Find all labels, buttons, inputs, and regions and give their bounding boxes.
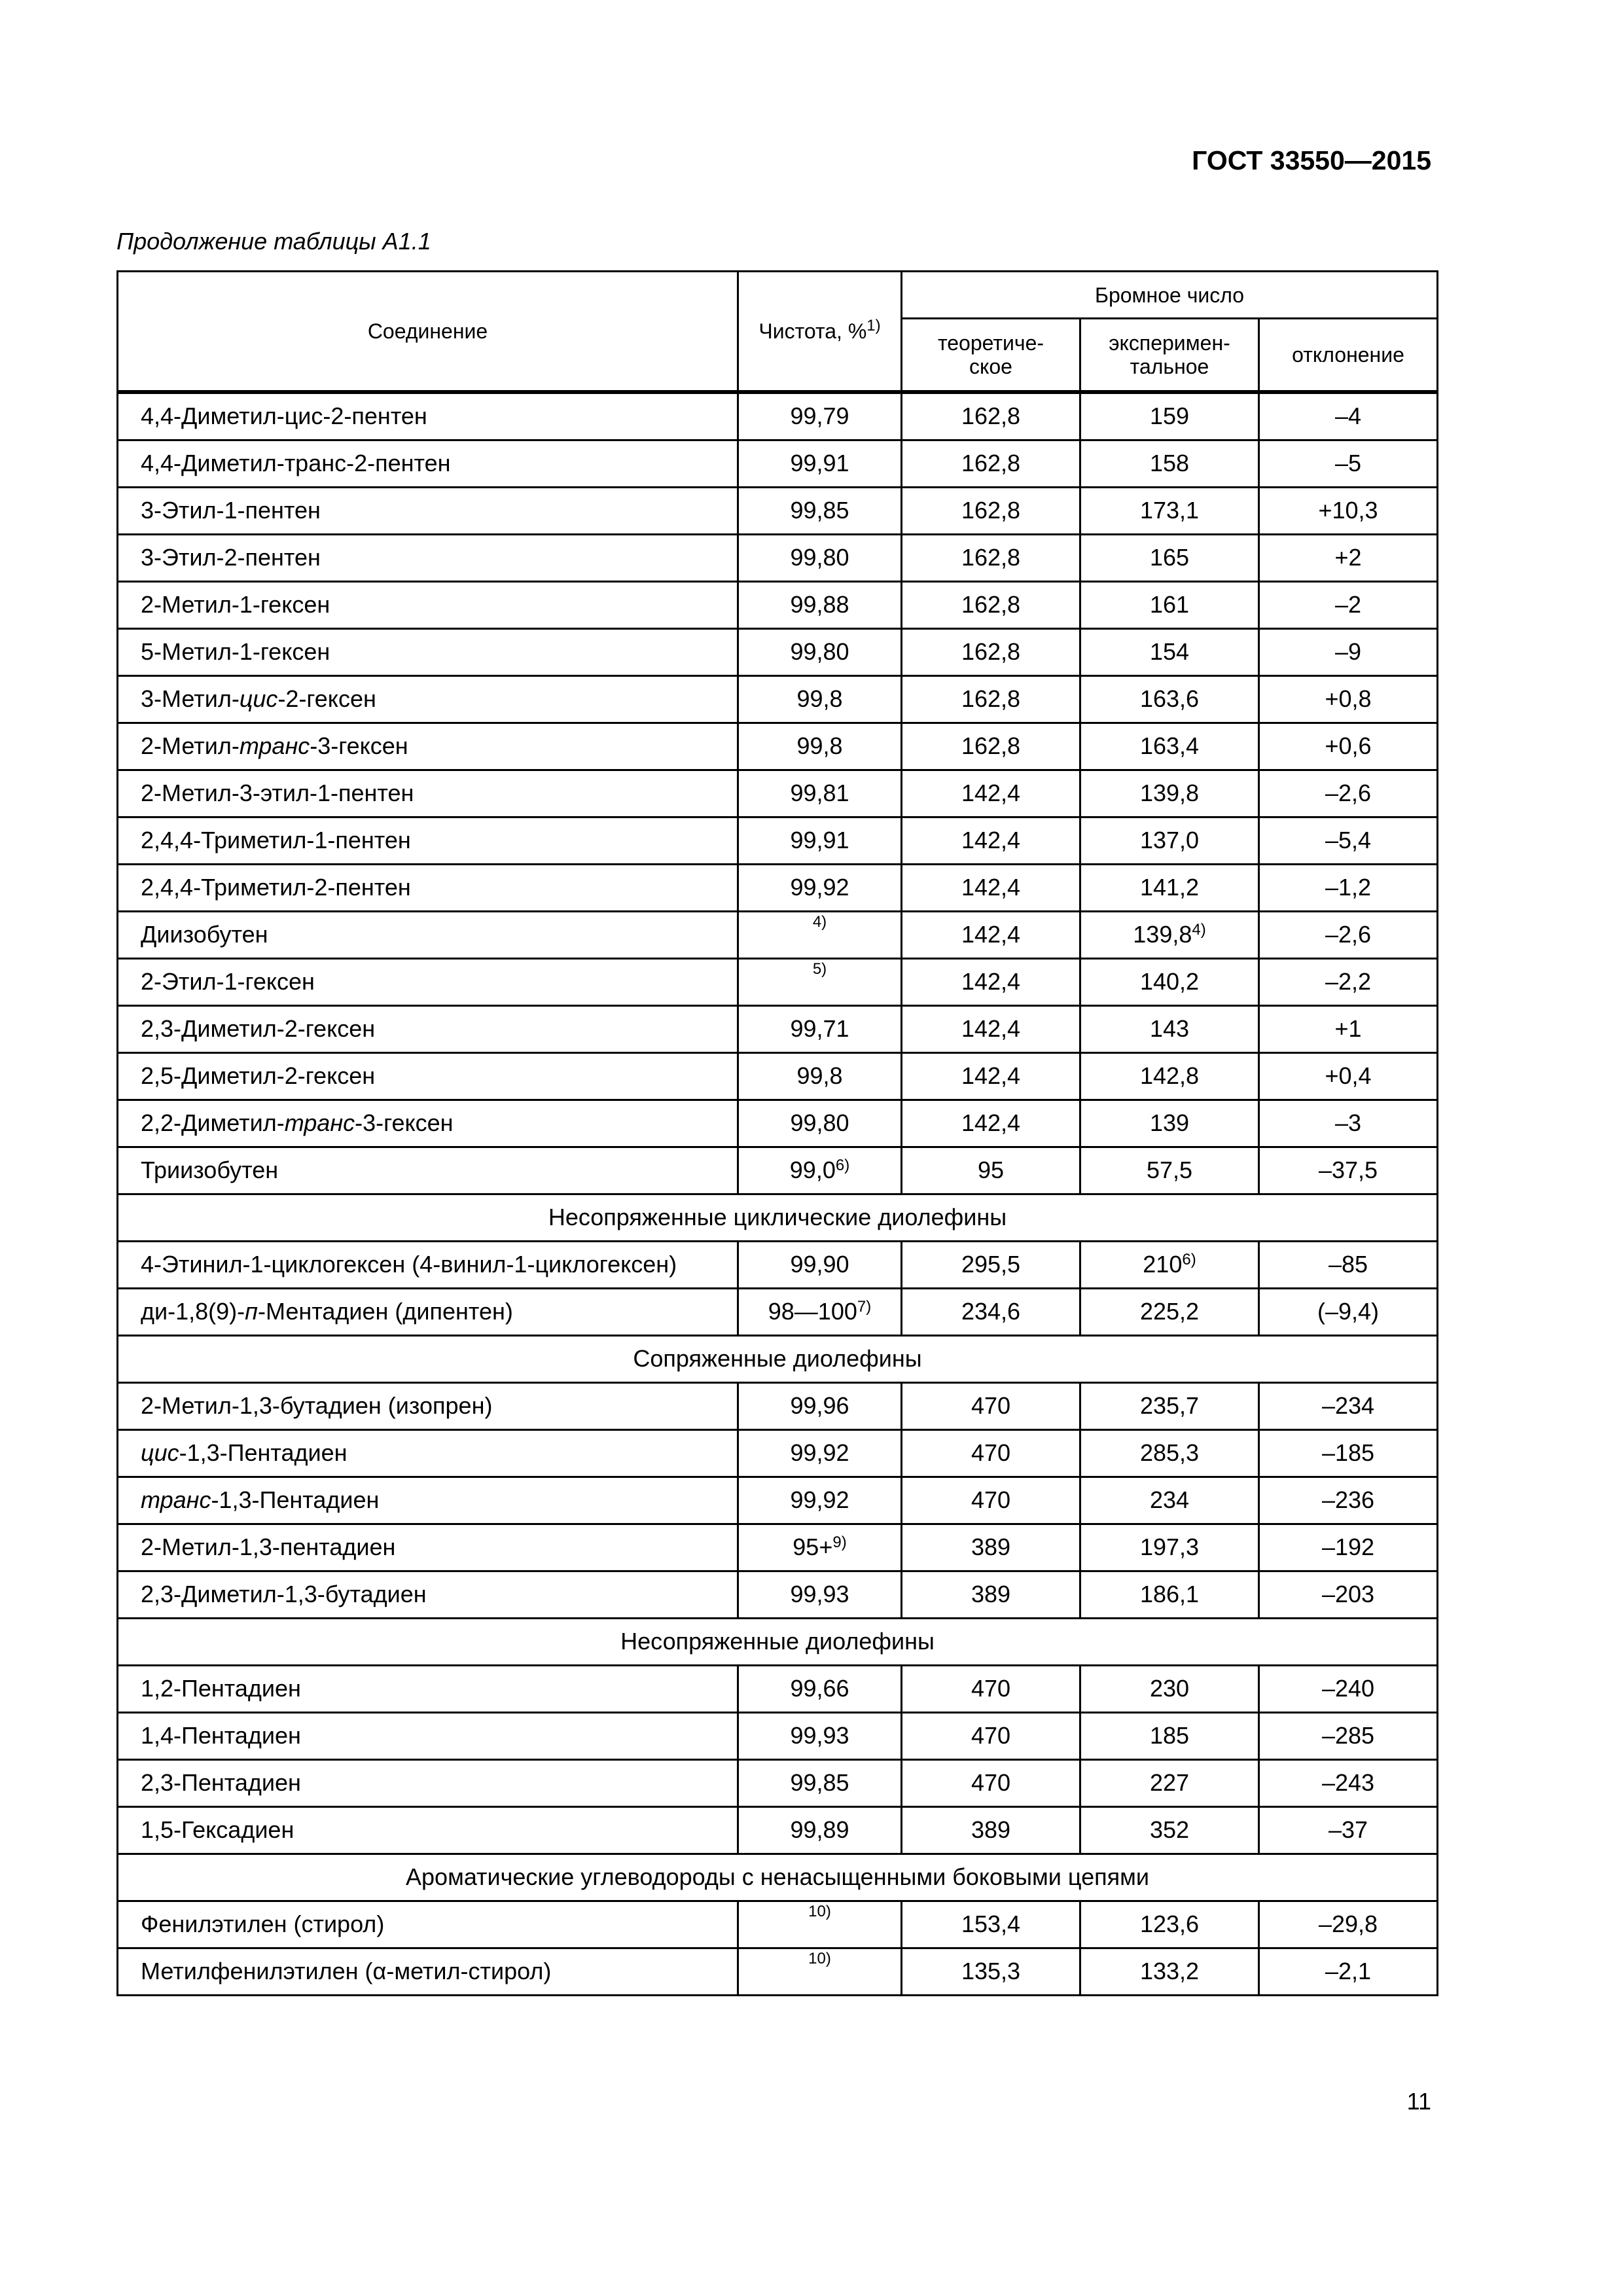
compound-name: 2,5-Диметил-2-гексен — [118, 1052, 738, 1100]
name-part: 2,2-Диметил- — [141, 1109, 285, 1136]
compound-name: 3-Этил-2-пентен — [118, 534, 738, 581]
theoretical-value: 162,8 — [902, 675, 1080, 723]
table-row — [118, 1712, 1438, 1759]
footnote-mark: 10) — [808, 1950, 831, 1967]
theoretical-value: 470 — [902, 1759, 1080, 1806]
compound-name: Фенилэтилен (стирол) — [118, 1901, 738, 1948]
purity-value: 99,8 — [738, 1052, 902, 1100]
purity-value: 99,71 — [738, 1005, 902, 1052]
experimental-value: 158 — [1080, 440, 1259, 487]
compound-name: 1,5-Гексадиен — [118, 1806, 738, 1854]
experimental-value: 154 — [1080, 628, 1259, 675]
theoretical-value: 142,4 — [902, 958, 1080, 1005]
deviation-value: –240 — [1259, 1665, 1438, 1712]
table-row — [118, 1429, 1438, 1477]
purity-value: 99,81 — [738, 770, 902, 817]
compound-name: 2,3-Диметил-1,3-бутадиен — [118, 1571, 738, 1618]
experimental-value: 139,8 — [1080, 770, 1259, 817]
footnote-mark: 10) — [808, 1903, 831, 1920]
purity-value: 99,92 — [738, 1429, 902, 1477]
isomer-prefix: транс — [141, 1486, 211, 1513]
compound-name: Диизобутен — [118, 911, 738, 958]
deviation-value: –37 — [1259, 1806, 1438, 1854]
purity-value: 99,80 — [738, 628, 902, 675]
theoretical-value: 234,6 — [902, 1288, 1080, 1335]
theoretical-value: 153,4 — [902, 1901, 1080, 1948]
compound-name — [118, 1288, 738, 1335]
experimental-value: 210$^{6)}$ — [1080, 1241, 1259, 1288]
header-experimental: эксперимен- тальное — [1080, 319, 1259, 392]
group-header-row — [118, 1335, 1438, 1382]
table-row — [118, 1759, 1438, 1806]
table-body — [118, 392, 1438, 1996]
experimental-value: 285,3 — [1080, 1429, 1259, 1477]
theoretical-value: 470 — [902, 1382, 1080, 1429]
experimental-value: 161 — [1080, 581, 1259, 628]
theoretical-value: 162,8 — [902, 534, 1080, 581]
experimental-value: 163,6 — [1080, 675, 1259, 723]
group-label: Несопряженные диолефины — [118, 1618, 1438, 1665]
theoretical-value: 389 — [902, 1571, 1080, 1618]
experimental-value: 57,5 — [1080, 1147, 1259, 1194]
purity-value: 99,8 — [738, 723, 902, 770]
compound-name: 2-Метил-1-гексен — [118, 581, 738, 628]
group-header-row — [118, 1618, 1438, 1665]
isomer-prefix: цис — [239, 685, 278, 712]
header-compound: Соединение — [118, 272, 738, 392]
compound-name — [118, 1429, 738, 1477]
theoretical-value: 142,4 — [902, 770, 1080, 817]
deviation-value: –234 — [1259, 1382, 1438, 1429]
purity-value: 99,92 — [738, 864, 902, 911]
deviation-value: –236 — [1259, 1477, 1438, 1524]
theoretical-value: 142,4 — [902, 1100, 1080, 1147]
document-code: ГОСТ 33550—2015 — [1192, 145, 1431, 175]
deviation-value: –243 — [1259, 1759, 1438, 1806]
purity-value: 99,80 — [738, 534, 902, 581]
experimental-value: 159 — [1080, 392, 1259, 440]
table-row — [118, 581, 1438, 628]
experimental-value: 173,1 — [1080, 487, 1259, 534]
purity-value: 99,92 — [738, 1477, 902, 1524]
theoretical-value: 162,8 — [902, 440, 1080, 487]
purity-value: 99,79 — [738, 392, 902, 440]
table-row — [118, 1524, 1438, 1571]
purity-value: 99,80 — [738, 1100, 902, 1147]
compound-name: 1,2-Пентадиен — [118, 1665, 738, 1712]
name-part: ди-1,8(9)- — [141, 1298, 245, 1325]
table-row — [118, 1901, 1438, 1948]
table-row — [118, 392, 1438, 440]
purity-value: 99,66 — [738, 1665, 902, 1712]
theoretical-value: 162,8 — [902, 392, 1080, 440]
compound-name: 2,3-Пентадиен — [118, 1759, 738, 1806]
theoretical-value: 470 — [902, 1712, 1080, 1759]
theoretical-value: 295,5 — [902, 1241, 1080, 1288]
theoretical-value: 142,4 — [902, 1005, 1080, 1052]
experimental-value: 197,3 — [1080, 1524, 1259, 1571]
deviation-value: –192 — [1259, 1524, 1438, 1571]
theoretical-value: 162,8 — [902, 723, 1080, 770]
isomer-prefix: п — [245, 1298, 258, 1325]
footnote-mark: 6) — [1182, 1251, 1196, 1268]
name-part: -Ментадиен (дипентен) — [257, 1298, 513, 1325]
table-row — [118, 1665, 1438, 1712]
theoretical-value: 142,4 — [902, 864, 1080, 911]
table-row — [118, 817, 1438, 864]
experimental-value: 163,4 — [1080, 723, 1259, 770]
group-label: Несопряженные циклические диолефины — [118, 1194, 1438, 1241]
compound-name: 2,4,4-Триметил-2-пентен — [118, 864, 738, 911]
deviation-value: –2,6 — [1259, 911, 1438, 958]
compound-name — [118, 675, 738, 723]
compound-name: 5-Метил-1-гексен — [118, 628, 738, 675]
header-purity: Чистота, %$^{1)}$ — [738, 272, 902, 392]
deviation-value: –2,2 — [1259, 958, 1438, 1005]
deviation-value: –5,4 — [1259, 817, 1438, 864]
theoretical-value: 142,4 — [902, 1052, 1080, 1100]
table-row — [118, 1948, 1438, 1995]
compound-name: 4,4-Диметил-цис-2-пентен — [118, 392, 738, 440]
deviation-value: –9 — [1259, 628, 1438, 675]
table-row — [118, 628, 1438, 675]
purity-value — [738, 958, 902, 1005]
group-header-row — [118, 1854, 1438, 1901]
compound-name — [118, 1100, 738, 1147]
table-row — [118, 770, 1438, 817]
deviation-value: –2,1 — [1259, 1948, 1438, 1995]
experimental-value: 139 — [1080, 1100, 1259, 1147]
name-part: -3-гексен — [310, 732, 408, 759]
table-row — [118, 534, 1438, 581]
header-bromine-number: Бромное число — [902, 272, 1438, 319]
deviation-value: –37,5 — [1259, 1147, 1438, 1194]
purity-value: 99,96 — [738, 1382, 902, 1429]
experimental-value: 230 — [1080, 1665, 1259, 1712]
purity-value: 99,0$^{6)}$ — [738, 1147, 902, 1194]
table-row — [118, 1241, 1438, 1288]
purity-value: 99,85 — [738, 487, 902, 534]
experimental-value: 186,1 — [1080, 1571, 1259, 1618]
purity-value: 98—100$^{7)}$ — [738, 1288, 902, 1335]
theoretical-value: 389 — [902, 1806, 1080, 1854]
name-part: 3-Метил- — [141, 685, 240, 712]
theoretical-value: 389 — [902, 1524, 1080, 1571]
name-part: -1,3-Пентадиен — [211, 1486, 380, 1513]
deviation-value: +0,8 — [1259, 675, 1438, 723]
table-row — [118, 958, 1438, 1005]
table-row — [118, 440, 1438, 487]
purity-value: 99,93 — [738, 1712, 902, 1759]
experimental-value: 133,2 — [1080, 1948, 1259, 1995]
deviation-value: –203 — [1259, 1571, 1438, 1618]
footnote-mark: 6) — [835, 1157, 850, 1174]
deviation-value: –5 — [1259, 440, 1438, 487]
deviation-value: –285 — [1259, 1712, 1438, 1759]
purity-value: 95+$^{9)}$ — [738, 1524, 902, 1571]
name-part: -2-гексен — [277, 685, 376, 712]
deviation-value: –1,2 — [1259, 864, 1438, 911]
footnote-mark: 5) — [812, 960, 827, 978]
group-label: Сопряженные диолефины — [118, 1335, 1438, 1382]
deviation-value: –185 — [1259, 1429, 1438, 1477]
theoretical-value: 470 — [902, 1429, 1080, 1477]
header-deviation: отклонение — [1259, 319, 1438, 392]
group-label: Ароматические углеводороды с ненасыщенными боковыми цепями — [118, 1854, 1438, 1901]
theoretical-value: 470 — [902, 1665, 1080, 1712]
compound-name — [118, 1477, 738, 1524]
footnote-mark: 1) — [866, 316, 881, 334]
purity-value: 99,8 — [738, 675, 902, 723]
group-header-row — [118, 1194, 1438, 1241]
experimental-value: 234 — [1080, 1477, 1259, 1524]
header-theoretical: теоретиче- ское — [902, 319, 1080, 392]
compound-name: 3-Этил-1-пентен — [118, 487, 738, 534]
compound-name: Триизобутен — [118, 1147, 738, 1194]
table-row — [118, 1288, 1438, 1335]
table-row — [118, 1005, 1438, 1052]
footnote-mark: 9) — [832, 1534, 847, 1551]
compound-name: 4-Этинил-1-циклогексен (4-винил-1-циклогексен) — [118, 1241, 738, 1288]
deviation-value: –4 — [1259, 392, 1438, 440]
compound-name: 2-Этил-1-гексен — [118, 958, 738, 1005]
name-part: 2-Метил- — [141, 732, 240, 759]
table-row — [118, 723, 1438, 770]
experimental-value: 225,2 — [1080, 1288, 1259, 1335]
theoretical-value: 95 — [902, 1147, 1080, 1194]
isomer-prefix: цис — [141, 1439, 179, 1466]
experimental-value: 142,8 — [1080, 1052, 1259, 1100]
deviation-value: –2 — [1259, 581, 1438, 628]
experimental-value: 139,8$^{4)}$ — [1080, 911, 1259, 958]
purity-value: 99,88 — [738, 581, 902, 628]
table-row — [118, 1147, 1438, 1194]
footnote-mark: 4) — [812, 913, 827, 931]
table-row — [118, 1100, 1438, 1147]
compound-name: 4,4-Диметил-транс-2-пентен — [118, 440, 738, 487]
theoretical-value: 162,8 — [902, 628, 1080, 675]
experimental-value: 143 — [1080, 1005, 1259, 1052]
purity-value — [738, 1948, 902, 1995]
table-row — [118, 1052, 1438, 1100]
footnote-mark: 7) — [857, 1298, 872, 1316]
table-row — [118, 1477, 1438, 1524]
experimental-value: 137,0 — [1080, 817, 1259, 864]
deviation-value: +0,6 — [1259, 723, 1438, 770]
purity-value: 99,90 — [738, 1241, 902, 1288]
deviation-value: +0,4 — [1259, 1052, 1438, 1100]
experimental-value: 165 — [1080, 534, 1259, 581]
footnote-mark: 4) — [1192, 921, 1206, 939]
purity-value: 99,85 — [738, 1759, 902, 1806]
compound-name: 1,4-Пентадиен — [118, 1712, 738, 1759]
deviation-value: +1 — [1259, 1005, 1438, 1052]
experimental-value: 123,6 — [1080, 1901, 1259, 1948]
name-part: -1,3-Пентадиен — [179, 1439, 348, 1466]
isomer-prefix: транс — [239, 732, 310, 759]
page-number: 11 — [1406, 2088, 1431, 2115]
deviation-value: –2,6 — [1259, 770, 1438, 817]
experimental-value: 227 — [1080, 1759, 1259, 1806]
purity-value: 99,89 — [738, 1806, 902, 1854]
theoretical-value: 162,8 — [902, 487, 1080, 534]
name-part: -3-гексен — [355, 1109, 454, 1136]
table-row — [118, 1382, 1438, 1429]
compound-name — [118, 723, 738, 770]
experimental-value: 352 — [1080, 1806, 1259, 1854]
theoretical-value: 470 — [902, 1477, 1080, 1524]
experimental-value: 141,2 — [1080, 864, 1259, 911]
theoretical-value: 142,4 — [902, 817, 1080, 864]
experimental-value: 140,2 — [1080, 958, 1259, 1005]
compound-name: 2,3-Диметил-2-гексен — [118, 1005, 738, 1052]
purity-value — [738, 1901, 902, 1948]
theoretical-value: 162,8 — [902, 581, 1080, 628]
table-row — [118, 864, 1438, 911]
compound-name: Метилфенилэтилен (α-метил-стирол) — [118, 1948, 738, 1995]
bromine-number-table — [116, 270, 1438, 1996]
deviation-value: –85 — [1259, 1241, 1438, 1288]
table-row — [118, 911, 1438, 958]
theoretical-value: 135,3 — [902, 1948, 1080, 1995]
table-row — [118, 675, 1438, 723]
experimental-value: 185 — [1080, 1712, 1259, 1759]
compound-name: 2-Метил-3-этил-1-пентен — [118, 770, 738, 817]
isomer-prefix: транс — [284, 1109, 355, 1136]
theoretical-value: 142,4 — [902, 911, 1080, 958]
deviation-value: +2 — [1259, 534, 1438, 581]
table-row — [118, 1806, 1438, 1854]
table-caption: Продолжение таблицы А1.1 — [116, 228, 431, 255]
table-row — [118, 1571, 1438, 1618]
compound-name: 2,4,4-Триметил-1-пентен — [118, 817, 738, 864]
table-row — [118, 487, 1438, 534]
purity-value — [738, 911, 902, 958]
purity-value: 99,91 — [738, 440, 902, 487]
deviation-value: –3 — [1259, 1100, 1438, 1147]
purity-value: 99,91 — [738, 817, 902, 864]
deviation-value: +10,3 — [1259, 487, 1438, 534]
deviation-value: (–9,4) — [1259, 1288, 1438, 1335]
purity-value: 99,93 — [738, 1571, 902, 1618]
experimental-value: 235,7 — [1080, 1382, 1259, 1429]
compound-name: 2-Метил-1,3-бутадиен (изопрен) — [118, 1382, 738, 1429]
compound-name: 2-Метил-1,3-пентадиен — [118, 1524, 738, 1571]
deviation-value: –29,8 — [1259, 1901, 1438, 1948]
